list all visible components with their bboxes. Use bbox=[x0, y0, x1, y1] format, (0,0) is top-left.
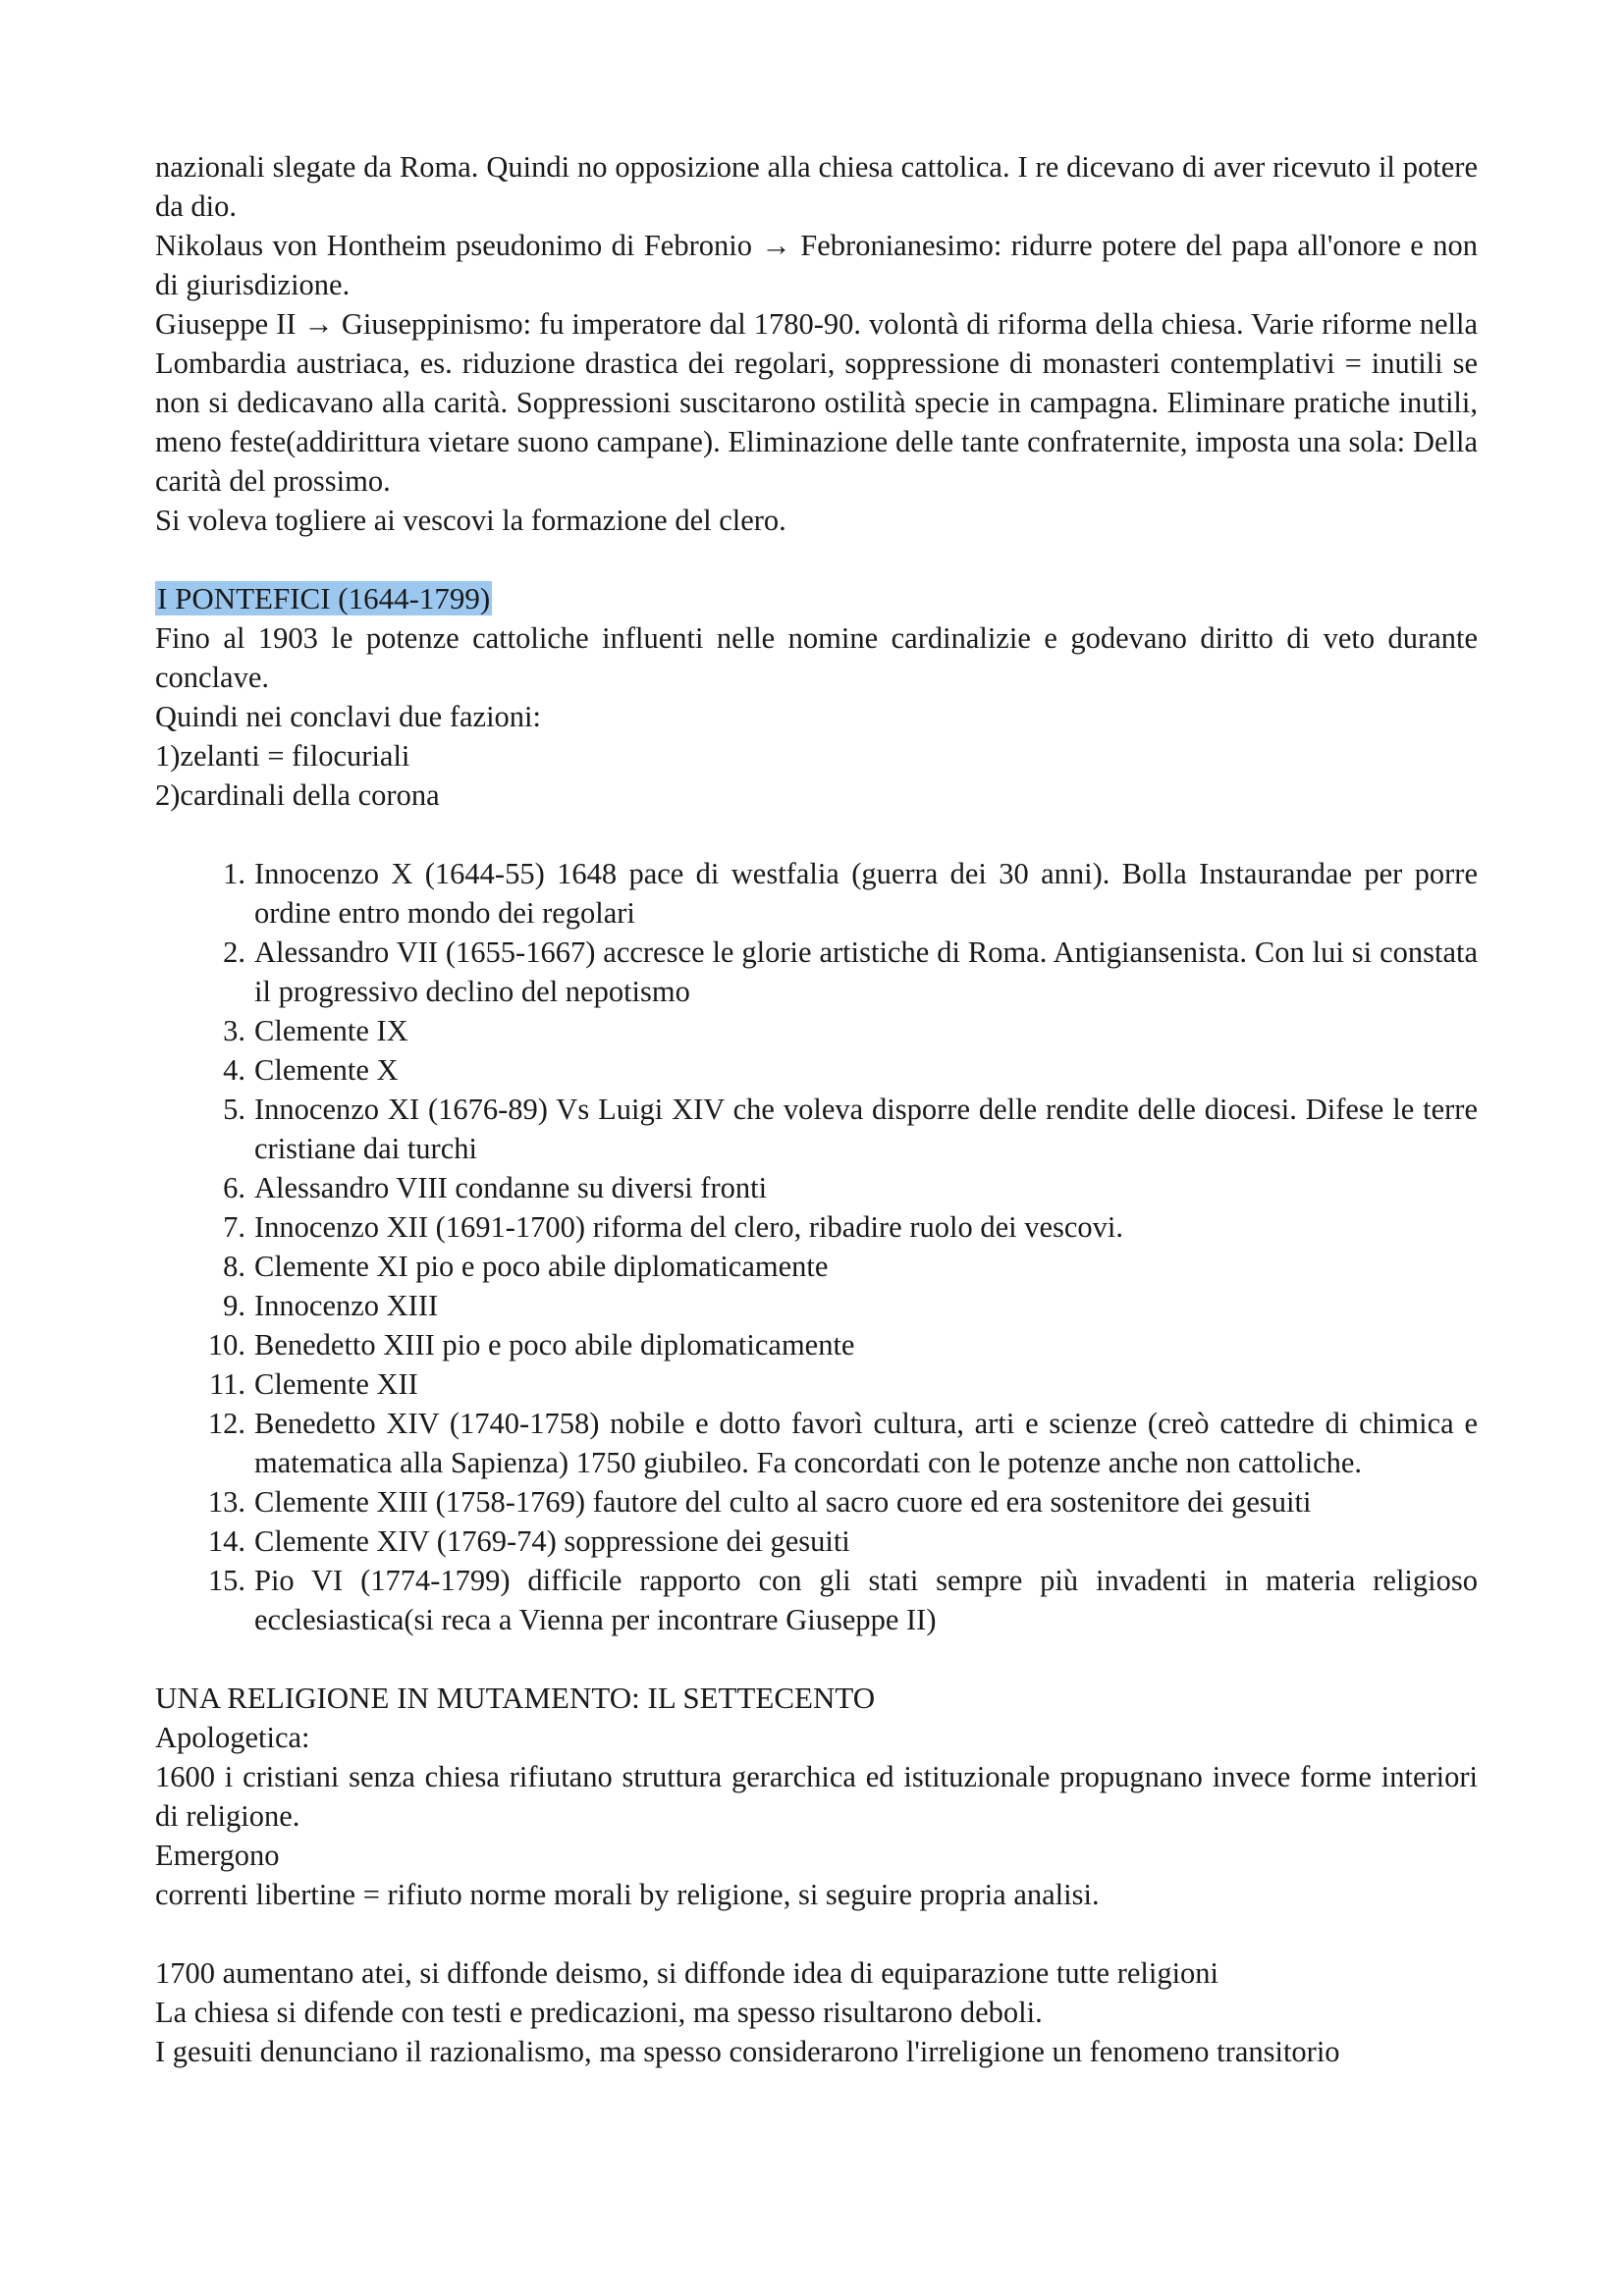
list-text: Benedetto XIII pio e poco abile diplomaticamente bbox=[254, 1328, 855, 1362]
list-text: Clemente IX bbox=[254, 1014, 408, 1047]
paragraph-1600: 1600 i cristiani senza chiesa rifiutano struttura gerarchica ed istituzionale propugnano invece forme interiori di religione. bbox=[155, 1760, 1478, 1833]
document-page bbox=[155, 147, 1478, 2071]
list-text: Alessandro VII (1655-1667) accresce le glorie artistiche di Roma. Antigiansenista. Con lui si constata il progressivo declino del nepotismo bbox=[254, 935, 1478, 1008]
list-text: Alessandro VIII condanne su diversi fronti bbox=[254, 1171, 768, 1204]
list-number: 6. bbox=[223, 1171, 245, 1204]
list-text: Innocenzo XI (1676-89) Vs Luigi XIV che voleva disporre delle rendite delle diocesi. Difese le terre cristiane dai turchi bbox=[254, 1093, 1478, 1165]
list-number: 14. bbox=[207, 1524, 245, 1558]
list-number: 9. bbox=[223, 1289, 245, 1322]
list-number: 5. bbox=[223, 1093, 245, 1126]
paragraph-giuseppe: Giuseppe II → Giuseppinismo: fu imperatore dal 1780-90. volontà di riforma della chiesa. Varie riforme nella Lombardia austriaca, es. riduzione drastica dei regolari, soppressione di monasteri contemplativi = inutili se non si dedicavano alla carità. Soppressioni suscitarono ostilità specie in campagna. Eliminare pratiche inutili, meno feste(addirittura vietare suono campane). Eliminazione delle tante confraternite, imposta una sola: Della carità del prossimo. bbox=[155, 307, 1478, 498]
paragraph-gesuiti: I gesuiti denunciano il razionalismo, ma spesso considerarono l'irreligione un fenomeno transitorio bbox=[155, 2035, 1340, 2068]
paragraph-corona: 2)cardinali della corona bbox=[155, 778, 440, 812]
list-text: Clemente XI pio e poco abile diplomaticamente bbox=[254, 1250, 829, 1283]
paragraph-libertine: correnti libertine = rifiuto norme morali by religione, si seguire propria analisi. bbox=[155, 1878, 1100, 1911]
heading-pontefici bbox=[155, 579, 1478, 618]
list-text: Pio VI (1774-1799) difficile rapporto con gli stati sempre più invadenti in materia religioso ecclesiastica(si reca a Vienna per incontrare Giuseppe II) bbox=[254, 1564, 1478, 1636]
list-item bbox=[155, 1168, 1478, 1207]
paragraph-veto: Fino al 1903 le potenze cattoliche influenti nelle nomine cardinalizie e godevano diritto di veto durante conclave. bbox=[155, 621, 1478, 694]
list-item bbox=[155, 1207, 1478, 1247]
list-text: Innocenzo X (1644-55) 1648 pace di westfalia (guerra dei 30 anni). Bolla Instaurandae per porre ordine entro mondo dei regolari bbox=[254, 857, 1478, 930]
list-item bbox=[155, 1247, 1478, 1286]
list-number: 13. bbox=[207, 1485, 245, 1519]
list-number: 10. bbox=[207, 1328, 245, 1362]
list-text: Clemente XII bbox=[254, 1367, 418, 1401]
list-number: 4. bbox=[223, 1053, 245, 1087]
list-number: 7. bbox=[223, 1210, 245, 1244]
list-item bbox=[155, 1286, 1478, 1325]
paragraph-1700: 1700 aumentano atei, si diffonde deismo, si diffonde idea di equiparazione tutte religioni bbox=[155, 1956, 1219, 1990]
list-number: 1. bbox=[223, 857, 245, 890]
list-item bbox=[155, 1325, 1478, 1364]
paragraph-nazionali: nazionali slegate da Roma. Quindi no opposizione alla chiesa cattolica. I re dicevano di aver ricevuto il potere da dio. bbox=[155, 150, 1478, 223]
list-number: 3. bbox=[223, 1014, 245, 1047]
paragraph-apologetica: Apologetica: bbox=[155, 1721, 310, 1754]
list-item bbox=[155, 1050, 1478, 1090]
list-item bbox=[155, 1090, 1478, 1168]
popes-list bbox=[155, 854, 1478, 1639]
list-number: 11. bbox=[209, 1367, 245, 1401]
paragraph-hontheim: Nikolaus von Hontheim pseudonimo di Febronio → Febronianesimo: ridurre potere del papa all'onore e non di giurisdizione. bbox=[155, 229, 1478, 301]
paragraph-emergono: Emergono bbox=[155, 1839, 280, 1872]
list-text: Clemente X bbox=[254, 1053, 399, 1087]
list-number: 2. bbox=[223, 935, 245, 969]
list-text: Clemente XIV (1769-74) soppressione dei gesuiti bbox=[254, 1524, 850, 1558]
list-item bbox=[155, 854, 1478, 933]
list-text: Benedetto XIV (1740-1758) nobile e dotto favorì cultura, arti e scienze (creò cattedre di chimica e matematica alla Sapienza) 1750 giubileo. Fa concordati con le potenze anche non cattoliche. bbox=[254, 1407, 1478, 1479]
list-item bbox=[155, 1364, 1478, 1404]
paragraph-zelanti: 1)zelanti = filocuriali bbox=[155, 739, 410, 773]
spacer bbox=[155, 1914, 1478, 1953]
highlighted-heading-text: I PONTEFICI (1644-1799) bbox=[157, 581, 491, 615]
list-item bbox=[155, 933, 1478, 1011]
heading-religione: UNA RELIGIONE IN MUTAMENTO: IL SETTECENTO bbox=[155, 1681, 876, 1715]
list-item bbox=[155, 1482, 1478, 1522]
list-number: 8. bbox=[223, 1250, 245, 1283]
list-item bbox=[155, 1522, 1478, 1561]
list-item bbox=[155, 1011, 1478, 1050]
paragraph-chiesa-difende: La chiesa si difende con testi e predicazioni, ma spesso risultarono deboli. bbox=[155, 1996, 1043, 2029]
list-text: Innocenzo XII (1691-1700) riforma del clero, ribadire ruolo dei vescovi. bbox=[254, 1210, 1124, 1244]
paragraph-vescovi: Si voleva togliere ai vescovi la formazione del clero. bbox=[155, 504, 786, 537]
list-item bbox=[155, 1404, 1478, 1482]
list-number: 15. bbox=[207, 1564, 245, 1597]
list-text: Clemente XIII (1758-1769) fautore del culto al sacro cuore ed era sostenitore dei gesuiti bbox=[254, 1485, 1312, 1519]
paragraph-fazioni: Quindi nei conclavi due fazioni: bbox=[155, 700, 541, 733]
spacer bbox=[155, 540, 1478, 579]
list-item bbox=[155, 1561, 1478, 1639]
list-text: Innocenzo XIII bbox=[254, 1289, 439, 1322]
list-number: 12. bbox=[207, 1407, 245, 1440]
